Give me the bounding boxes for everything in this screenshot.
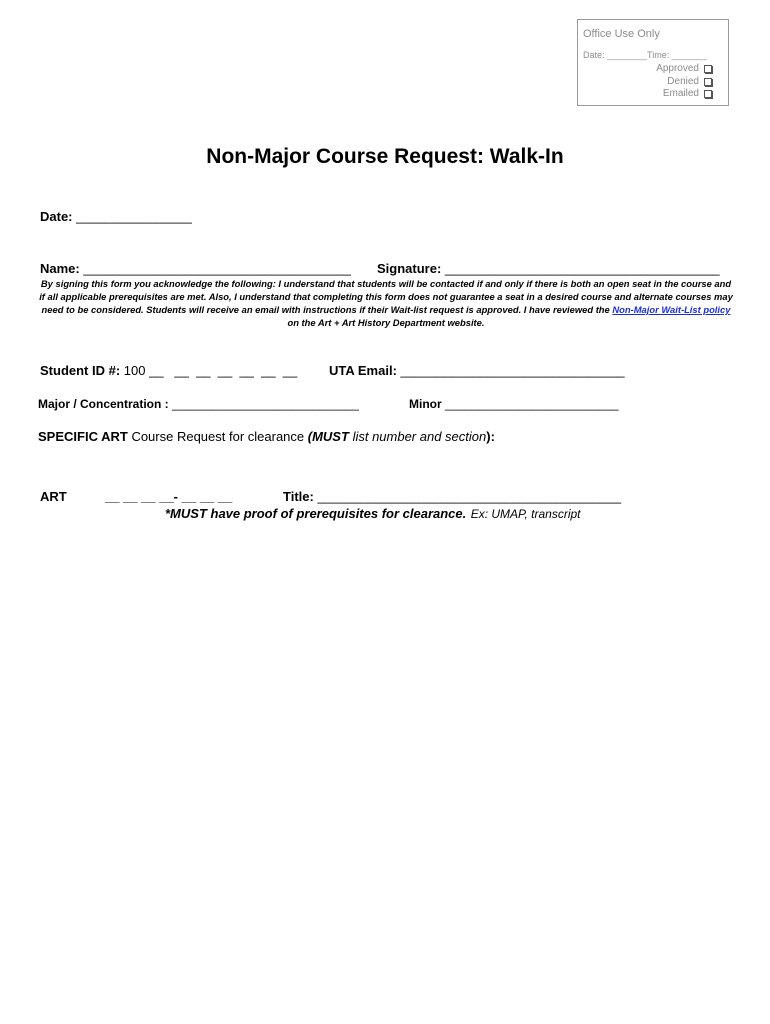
signature-row <box>377 261 720 276</box>
minor-label: Minor <box>409 397 442 411</box>
emailed-checkbox[interactable] <box>704 90 712 98</box>
name-label: Name: <box>40 261 80 276</box>
specific-must: (MUST <box>307 429 349 444</box>
name-row <box>40 261 351 276</box>
denied-checkbox[interactable] <box>704 78 712 86</box>
office-approved-row <box>656 63 712 74</box>
art-title-label: Title: <box>283 489 314 504</box>
student-id-label: Student ID #: <box>40 363 121 378</box>
date-label: Date: <box>40 209 73 224</box>
office-approved-label: Approved <box>656 63 699 74</box>
specific-italic: list number and section <box>352 429 487 444</box>
prereq-note <box>165 505 581 523</box>
office-use-box <box>577 19 729 106</box>
major-label: Major / Concentration : <box>38 397 169 411</box>
office-use-title: Office Use Only <box>583 28 660 40</box>
waitlist-policy-link[interactable]: Non-Major Wait-List policy <box>612 304 731 315</box>
art-label: ART <box>40 489 67 504</box>
student-id-field[interactable]: 100 __ __ __ __ __ __ __ <box>123 363 298 378</box>
specific-art-request <box>38 429 495 444</box>
date-field[interactable]: ________________ <box>76 209 192 224</box>
office-date-time-line: Date: ________Time: _______ <box>583 50 707 60</box>
major-field[interactable]: ____________________________ <box>172 397 359 411</box>
signature-label: Signature: <box>377 261 442 276</box>
acknowledgement-body: By signing this form you acknowledge the following: I understand that students will be contacted if and only if there is both an open seat in the course and if all applicable prerequisites are met. Also, I understand that completing this form does not guarantee a seat in a desired course and alternate courses may need to be considered. Students will receive an email with instructions if their Wait-list request is approved. I have reviewed the <box>39 278 733 315</box>
form-title: Non-Major Course Request: Walk-In <box>206 145 564 168</box>
minor-field[interactable]: __________________________ <box>445 397 619 411</box>
prereq-note-example: Ex: UMAP, transcript <box>470 507 581 521</box>
specific-close: ): <box>486 429 495 444</box>
uta-email-field[interactable]: _______________________________ <box>400 363 625 378</box>
art-course-number-field[interactable]: __ __ __ __- __ __ __ <box>105 489 233 504</box>
signature-field[interactable]: ______________________________________ <box>444 261 720 276</box>
acknowledgement-text <box>38 277 734 329</box>
office-emailed-label: Emailed <box>662 88 699 99</box>
major-row <box>38 397 359 411</box>
specific-art-bold: SPECIFIC ART <box>38 429 128 444</box>
art-title-row <box>283 489 621 504</box>
uta-email-row <box>329 363 625 378</box>
uta-email-label: UTA Email: <box>329 363 397 378</box>
date-row <box>40 209 192 224</box>
prereq-note-bold: *MUST have proof of prerequisites for clearance. <box>165 506 467 521</box>
approved-checkbox[interactable] <box>704 65 712 73</box>
office-denied-row <box>667 76 712 87</box>
office-denied-label: Denied <box>667 76 699 87</box>
acknowledgement-tail: on the Art + Art History Department website. <box>287 317 485 328</box>
minor-row <box>409 397 619 411</box>
name-field[interactable]: _____________________________________ <box>83 261 351 276</box>
specific-art-normal: Course Request for clearance <box>131 429 305 444</box>
office-emailed-row <box>663 88 712 99</box>
student-id-row <box>40 363 297 378</box>
art-title-field[interactable]: __________________________________________ <box>317 489 622 504</box>
